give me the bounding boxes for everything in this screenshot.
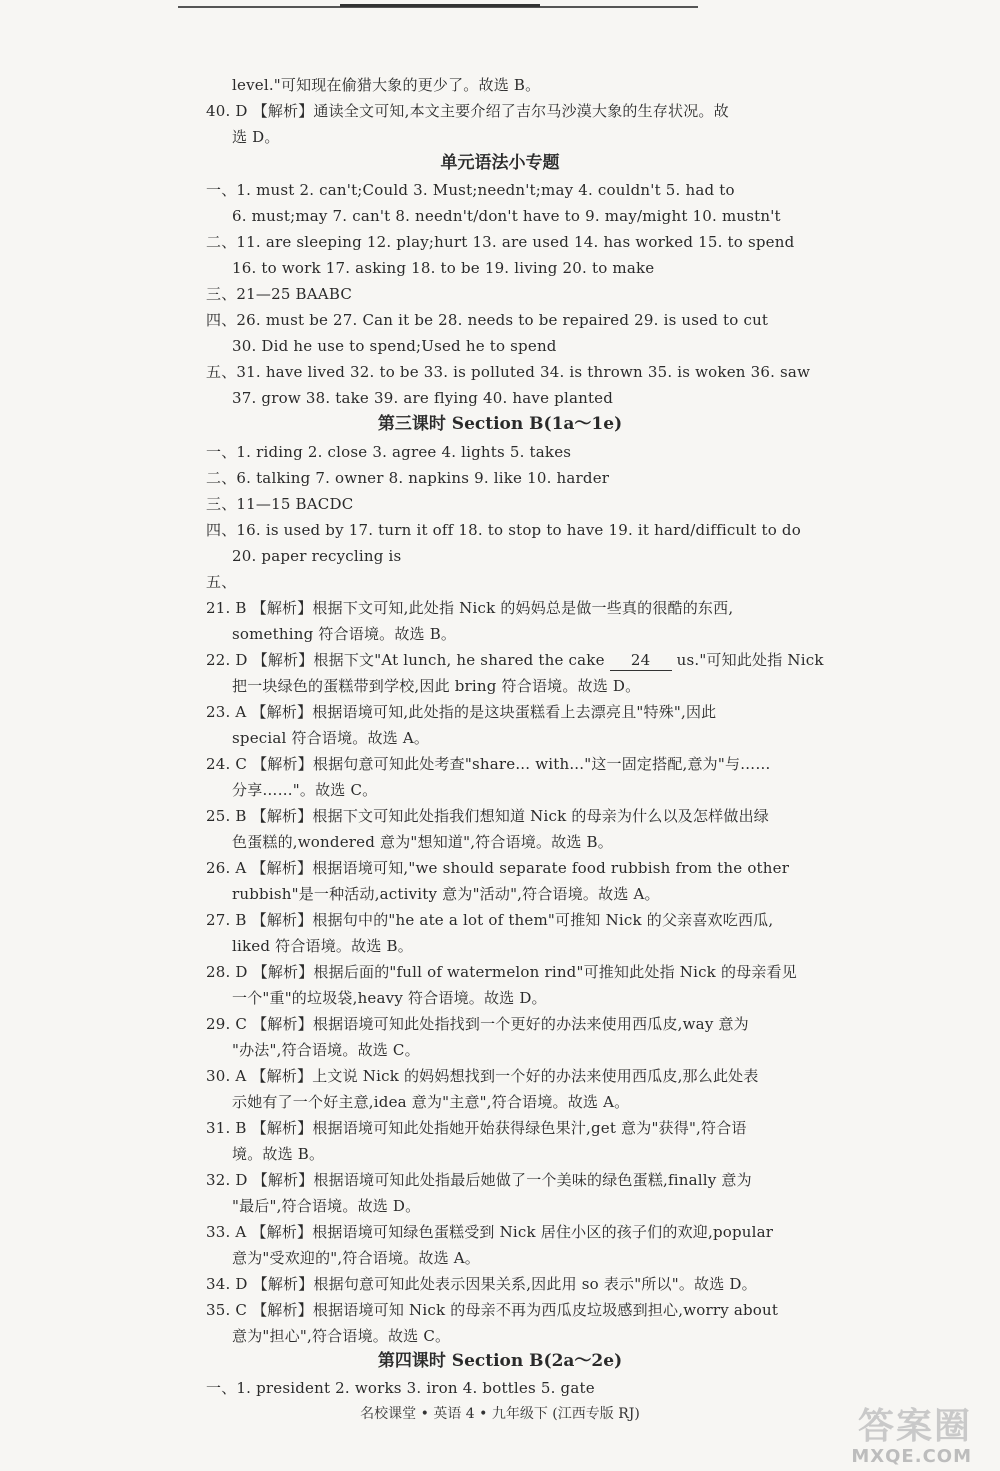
text-line: 31. B 【解析】根据语境可知此处指她开始获得绿色果汁,get 意为"获得",符合语 — [206, 1119, 747, 1137]
text-line: "办法",符合语境。故选 C。 — [232, 1041, 420, 1059]
text-line: 6. must;may 7. can't 8. needn't/don't have to 9. may/might 10. mustn't — [232, 207, 781, 225]
text-line: 色蛋糕的,wondered 意为"想知道",符合语境。故选 B。 — [232, 833, 613, 851]
text-line: 30. Did he use to spend;Used he to spend — [232, 337, 557, 355]
text-line: 示她有了一个好主意,idea 意为"主意",符合语境。故选 A。 — [232, 1093, 630, 1111]
text-line: 意为"担心",符合语境。故选 C。 — [232, 1327, 451, 1345]
text-line: 35. C 【解析】根据语境可知 Nick 的母亲不再为西瓜皮垃圾感到担心,worry about — [206, 1301, 779, 1319]
watermark-logo: 答案圈 — [857, 1406, 972, 1447]
text-line: liked 符合语境。故选 B。 — [232, 937, 413, 955]
text-line: 32. D 【解析】根据语境可知此处指最后她做了一个美味的绿色蛋糕,finally 意为 — [206, 1171, 752, 1189]
page-footer: 名校课堂 • 英语 4 • 九年级下 (江西专版 RJ) — [360, 1406, 640, 1422]
watermark-site: MXQE.COM — [851, 1446, 972, 1467]
text-line: 把一块绿色的蛋糕带到学校,因此 bring 符合语境。故选 D。 — [232, 677, 641, 695]
watermark — [832, 1398, 972, 1466]
text-line: 二、11. are sleeping 12. play;hurt 13. are used 14. has worked 15. to spend — [206, 233, 795, 251]
text-line: 四、26. must be 27. Can it be 28. needs to be repaired 29. is used to cut — [206, 311, 769, 329]
text-line: 33. A 【解析】根据语境可知绿色蛋糕受到 Nick 居住小区的孩子们的欢迎,popular — [206, 1223, 774, 1241]
text-line: 一、1. must 2. can't;Could 3. Must;needn't;may 4. couldn't 5. had to — [206, 181, 735, 199]
text-line: 26. A 【解析】根据语境可知,"we should separate food rubbish from the other — [206, 859, 790, 877]
text-line: 一、1. riding 2. close 3. agree 4. lights 5. takes — [206, 443, 572, 461]
text-line: 选 D。 — [232, 128, 280, 146]
text-line: 三、11—15 BACDC — [206, 495, 354, 513]
text-line: 20. paper recycling is — [232, 547, 402, 565]
text-line: 二、6. talking 7. owner 8. napkins 9. like 10. harder — [206, 469, 610, 487]
text-line: 37. grow 38. take 39. are flying 40. have planted — [232, 389, 614, 407]
text-line: 五、31. have lived 32. to be 33. is polluted 34. is thrown 35. is woken 36. saw — [206, 363, 811, 381]
text-line: special 符合语境。故选 A。 — [232, 729, 430, 747]
text-line: 24. C 【解析】根据句意可知此处考查"share... with..."这一固定搭配,意为"与…… — [206, 755, 771, 773]
text-line: 三、21—25 BAABC — [206, 285, 353, 303]
text-line: something 符合语境。故选 B。 — [232, 625, 457, 643]
line-22-head: 22. D 【解析】根据下文"At lunch, he shared the cake — [206, 651, 605, 669]
text-line: 21. B 【解析】根据下文可知,此处指 Nick 的妈妈总是做一些真的很酷的东西, — [206, 599, 734, 617]
text-line: 一个"重"的垃圾袋,heavy 符合语境。故选 D。 — [232, 989, 547, 1007]
answer-blank: 24 — [610, 650, 672, 671]
text-line-22 — [206, 650, 824, 671]
text-line: 34. D 【解析】根据句意可知此处表示因果关系,因此用 so 表示"所以"。故选 D。 — [206, 1275, 757, 1293]
section-heading-grammar: 单元语法小专题 — [440, 153, 560, 173]
text-line: 16. to work 17. asking 18. to be 19. living 20. to make — [232, 259, 655, 277]
text-line: 分享……"。故选 C。 — [232, 781, 378, 799]
section-heading-lesson4: 第四课时 Section B(2a～2e) — [377, 1351, 623, 1371]
text-line: "最后",符合语境。故选 D。 — [232, 1197, 421, 1215]
section-heading-lesson3: 第三课时 Section B(1a～1e) — [377, 414, 623, 434]
text-line: 30. A 【解析】上文说 Nick 的妈妈想找到一个好的办法来使用西瓜皮,那么此处表 — [206, 1067, 759, 1085]
text-line: 25. B 【解析】根据下文可知此处指我们想知道 Nick 的母亲为什么以及怎样做出绿 — [206, 807, 769, 825]
text-line: 五、 — [206, 573, 237, 591]
text-line: 四、16. is used by 17. turn it off 18. to stop to have 19. it hard/difficult to do — [206, 521, 801, 539]
text-line: 意为"受欢迎的",符合语境。故选 A。 — [232, 1249, 480, 1267]
text-line: 一、1. president 2. works 3. iron 4. bottles 5. gate — [206, 1379, 595, 1397]
line-22-tail: us."可知此处指 Nick — [671, 651, 824, 669]
text-line: 29. C 【解析】根据语境可知此处指找到一个更好的办法来使用西瓜皮,way 意为 — [206, 1015, 749, 1033]
text-line: 23. A 【解析】根据语境可知,此处指的是这块蛋糕看上去漂亮且"特殊",因此 — [206, 703, 717, 721]
text-line: 境。故选 B。 — [232, 1145, 325, 1163]
text-line: level."可知现在偷猎大象的更少了。故选 B。 — [232, 76, 541, 94]
text-line: rubbish"是一种活动,activity 意为"活动",符合语境。故选 A。 — [232, 885, 660, 903]
text-line: 27. B 【解析】根据句中的"he ate a lot of them"可推知 Nick 的父亲喜欢吃西瓜, — [206, 911, 774, 929]
text-line: 40. D 【解析】通读全文可知,本文主要介绍了吉尔马沙漠大象的生存状况。故 — [206, 102, 729, 120]
text-line: 28. D 【解析】根据后面的"full of watermelon rind"可推知此处指 Nick 的母亲看见 — [206, 963, 797, 981]
